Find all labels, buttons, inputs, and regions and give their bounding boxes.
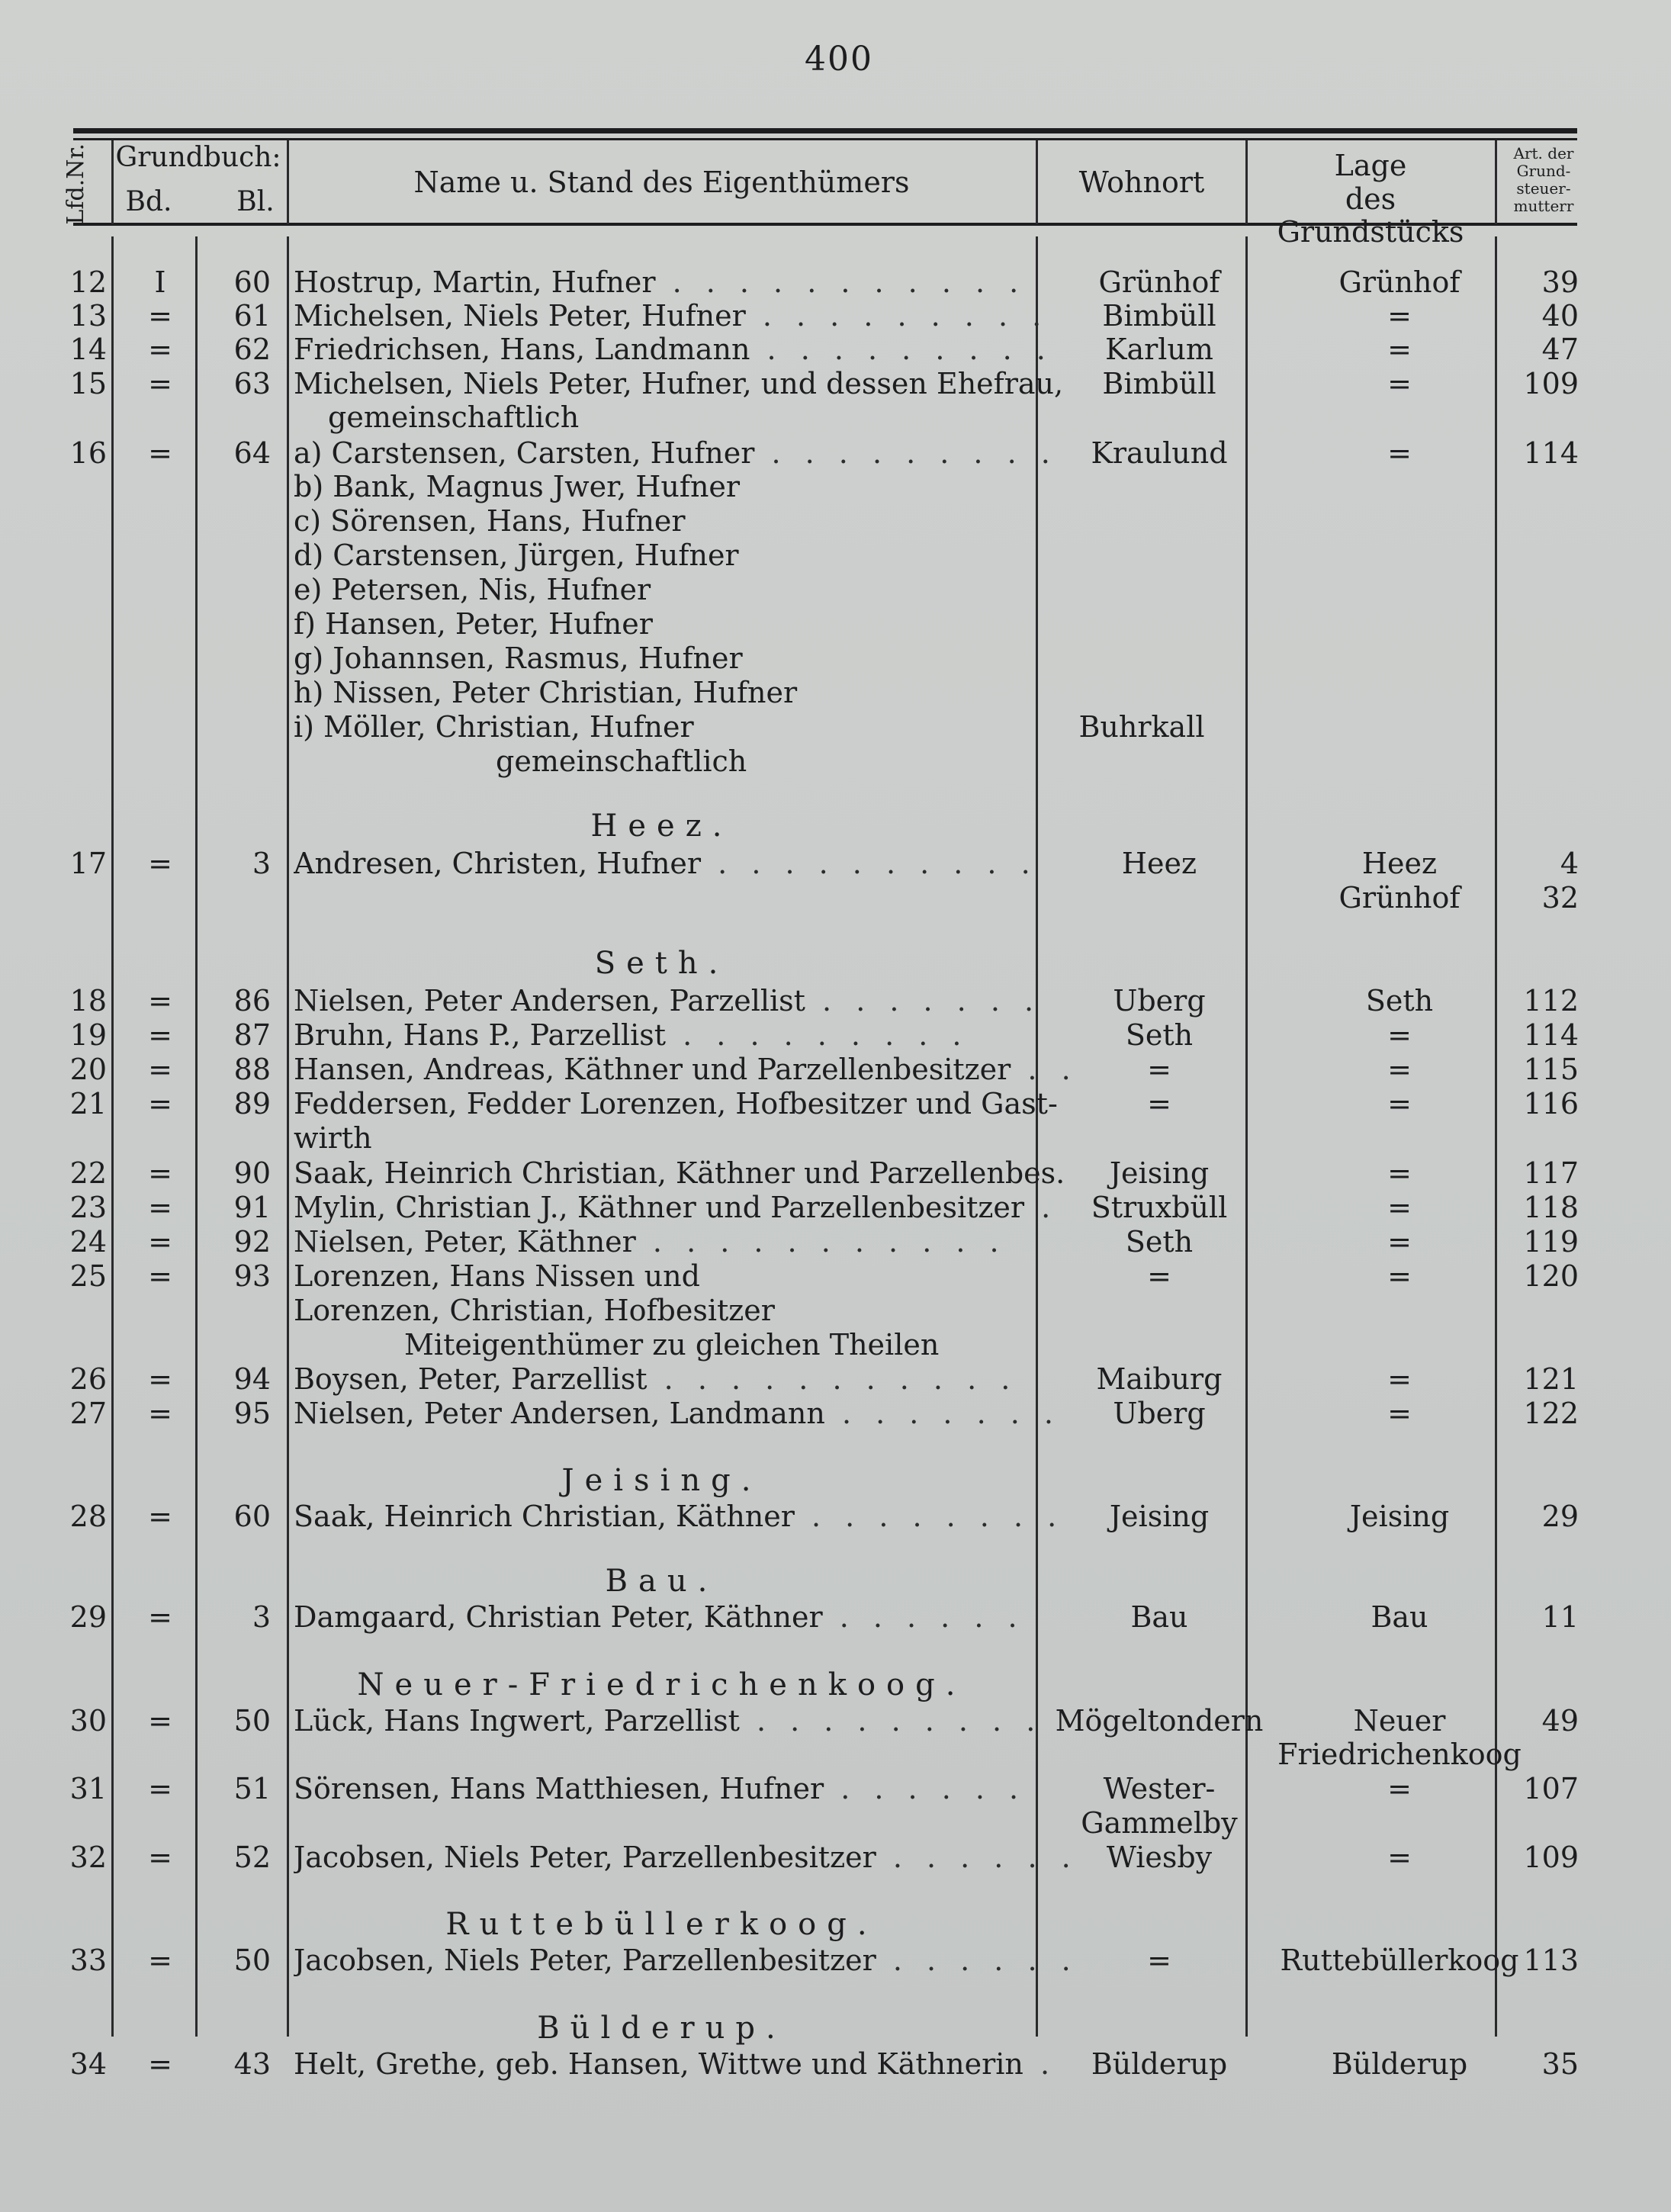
artikel: 117 — [1523, 1156, 1579, 1190]
band: = — [148, 1397, 172, 1430]
leader-dots: . . . . . . . — [805, 984, 1042, 1018]
band: = — [148, 1259, 172, 1293]
lfd-nr: 29 — [69, 1600, 107, 1634]
lfd-nr: 26 — [69, 1362, 107, 1396]
blatt: 62 — [233, 333, 271, 366]
owner-name — [294, 1500, 1094, 1533]
band: I — [154, 265, 166, 299]
lfd-nr: 27 — [69, 1397, 107, 1430]
artikel: 112 — [1523, 984, 1579, 1018]
wohnort: = — [1147, 1087, 1171, 1120]
header-bd: Bd. — [125, 186, 172, 217]
leader-dots: . — [1023, 2047, 1058, 2081]
owner-name — [294, 1397, 1094, 1430]
leader-dots: . . . . . . . . . . . — [647, 1362, 1018, 1396]
artikel: 109 — [1523, 367, 1579, 400]
owner-name-text: Damgaard, Christian Peter, Käthner — [294, 1600, 823, 1634]
table-row — [69, 1944, 1586, 1977]
owner-name — [294, 436, 1094, 470]
wohnort: Mögeltondern — [1055, 1704, 1264, 1738]
leader-dots: . . . . . . . . — [794, 1500, 1065, 1533]
leader-dots: . . . . . . . . . . . — [655, 265, 1027, 299]
band: = — [148, 1841, 172, 1874]
owner-name-text: Helt, Grethe, geb. Hansen, Wittwe und Käthnerin — [294, 2047, 1023, 2081]
leader-dots: . . . . . . . . . . . — [635, 1225, 1007, 1259]
owner-name — [294, 1191, 1094, 1224]
leader-dots: . . . . . . — [876, 1944, 1078, 1977]
lage: Ruttebüllerkoog — [1280, 1944, 1519, 1977]
section-heading: Jeising. — [561, 1463, 762, 1498]
owner-name — [294, 1053, 1094, 1086]
lage: = — [1387, 1087, 1412, 1120]
owner-name — [294, 1944, 1094, 1977]
table-row — [69, 984, 1586, 1018]
lage: = — [1387, 1772, 1412, 1805]
header-art-1: Art. der — [1513, 144, 1574, 162]
wohnort: Bau — [1130, 1600, 1188, 1634]
lage: Bülderup — [1331, 2047, 1468, 2081]
wohnort: Buhrkall — [1078, 710, 1205, 744]
table-row — [69, 265, 1586, 299]
blatt: 88 — [233, 1053, 271, 1086]
blatt: 63 — [233, 367, 271, 400]
band: = — [148, 1600, 172, 1634]
wohnort: Uberg — [1113, 984, 1206, 1018]
lfd-nr: 12 — [69, 265, 107, 299]
top-rule-thin — [73, 138, 1577, 140]
wohnort: Seth — [1125, 1018, 1194, 1052]
wohnort: Heez — [1121, 847, 1197, 880]
lfd-nr: 31 — [69, 1772, 107, 1805]
wohnort: Struxbüll — [1091, 1191, 1228, 1224]
lfd-nr: 28 — [69, 1500, 107, 1533]
owner-name-text: Bruhn, Hans P., Parzellist — [294, 1018, 667, 1052]
wohnort: Karlum — [1105, 333, 1213, 366]
band: = — [148, 984, 172, 1018]
wohnort: Maiburg — [1096, 1362, 1223, 1396]
wohnort: Wiesby — [1106, 1841, 1213, 1874]
band: = — [148, 1191, 172, 1224]
leader-dots: . . — [1011, 1053, 1078, 1086]
owner-name-cont: g) Johannsen, Rasmus, Hufner — [294, 641, 743, 675]
table-row — [69, 299, 1586, 333]
table-row — [69, 1156, 1586, 1190]
lfd-nr: 13 — [69, 299, 107, 333]
lfd-nr: 18 — [69, 984, 107, 1018]
band: = — [148, 1500, 172, 1533]
wohnort: = — [1147, 1944, 1171, 1977]
owner-name-cont: Miteigenthümer zu gleichen Theilen — [404, 1328, 940, 1362]
wohnort: Bülderup — [1091, 2047, 1228, 2081]
table-row — [69, 1704, 1586, 1738]
header-lfd-text: Lfd.Nr. — [62, 143, 89, 225]
wohnort: Seth — [1125, 1225, 1194, 1259]
owner-name-cont: gemeinschaftlich — [328, 400, 580, 434]
section-heading: Heez. — [590, 809, 733, 844]
col-line — [111, 140, 114, 224]
lfd-nr: 14 — [69, 333, 107, 366]
owner-name-text: Friedrichsen, Hans, Landmann — [294, 333, 750, 366]
lfd-nr: 34 — [69, 2047, 107, 2081]
band: = — [148, 333, 172, 366]
header-art — [1498, 145, 1589, 215]
owner-name-cont: wirth — [294, 1121, 372, 1155]
owner-name — [294, 265, 1094, 299]
blatt: 60 — [233, 265, 271, 299]
artikel: 40 — [1541, 299, 1579, 333]
blatt: 50 — [233, 1704, 271, 1738]
wohnort: Jeising — [1109, 1500, 1210, 1533]
lage: = — [1387, 436, 1412, 470]
band: = — [148, 1704, 172, 1738]
leader-dots: . . . . . . — [822, 1600, 1025, 1634]
artikel: 115 — [1523, 1053, 1579, 1086]
owner-name — [294, 1772, 1094, 1805]
artikel: 122 — [1523, 1397, 1579, 1430]
blatt: 89 — [233, 1087, 271, 1120]
table-row — [69, 1772, 1586, 1805]
leader-dots: . . . . . . — [876, 1841, 1078, 1874]
wohnort: Grünhof — [1098, 265, 1220, 299]
blatt: 3 — [252, 1600, 271, 1634]
lage: = — [1387, 1191, 1412, 1224]
leader-dots: . . . . . . . . . . — [701, 847, 1038, 880]
owner-name-cont: c) Sörensen, Hans, Hufner — [294, 504, 686, 538]
band: = — [148, 1053, 172, 1086]
col-line — [1245, 140, 1248, 224]
table-row — [69, 847, 1586, 880]
table-row — [69, 1191, 1586, 1224]
owner-name-text: Jacobsen, Niels Peter, Parzellenbesitzer — [294, 1841, 876, 1874]
owner-name-cont: gemeinschaftlich — [496, 744, 747, 778]
owner-name-text: Mylin, Christian J., Käthner und Parzellenbesitzer — [294, 1191, 1025, 1224]
artikel: 120 — [1523, 1259, 1579, 1293]
lage: Jeising — [1349, 1500, 1450, 1533]
artikel: 116 — [1523, 1087, 1579, 1120]
header-bl: Bl. — [236, 186, 275, 217]
artikel: 29 — [1541, 1500, 1579, 1533]
blatt: 92 — [233, 1225, 271, 1259]
artikel: 35 — [1541, 2047, 1579, 2081]
wohnort: Wester- — [1103, 1772, 1216, 1805]
artikel: 119 — [1523, 1225, 1579, 1259]
header-grundbuch: Grundbuch: — [115, 142, 281, 173]
band: = — [148, 436, 172, 470]
table-row-cont — [69, 881, 1586, 915]
owner-name — [294, 1600, 1094, 1634]
lfd-nr: 20 — [69, 1053, 107, 1086]
owner-name: Lorenzen, Hans Nissen und — [294, 1259, 700, 1293]
owner-name-cont: h) Nissen, Peter Christian, Hufner — [294, 676, 798, 709]
lage: Neuer — [1353, 1704, 1446, 1738]
owner-name — [294, 2047, 1094, 2081]
table-row — [69, 1053, 1586, 1086]
table-row — [69, 1600, 1586, 1634]
section-heading: Ruttebüllerkoog. — [445, 1907, 878, 1942]
lage: = — [1387, 1259, 1412, 1293]
page-number: 400 — [805, 40, 873, 79]
leader-dots: . . . . . . . — [824, 1397, 1061, 1430]
artikel: 4 — [1560, 847, 1579, 880]
lage: = — [1387, 1362, 1412, 1396]
owner-name-text: Hostrup, Martin, Hufner — [294, 265, 656, 299]
lage: Bau — [1371, 1600, 1428, 1634]
lfd-nr: 22 — [69, 1156, 107, 1190]
header-wohnort: Wohnort — [1078, 166, 1205, 199]
lfd-nr: 23 — [69, 1191, 107, 1224]
lage: Seth — [1365, 984, 1434, 1018]
owner-name — [294, 1841, 1094, 1874]
wohnort: Jeising — [1109, 1156, 1210, 1190]
leader-dots: . . . . . . . . . — [666, 1018, 969, 1052]
owner-name-text: Boysen, Peter, Parzellist — [294, 1362, 648, 1396]
band: = — [148, 2047, 172, 2081]
owner-name — [294, 1704, 1094, 1738]
header-lage-1: Lage — [1334, 149, 1407, 182]
table-row — [69, 1841, 1586, 1874]
section-heading: Neuer-Friedrichenkoog. — [357, 1667, 966, 1702]
lfd-nr: 19 — [69, 1018, 107, 1052]
owner-name-cont: b) Bank, Magnus Jwer, Hufner — [294, 470, 741, 503]
header-name: Name u. Stand des Eigenthümers — [413, 166, 910, 199]
lage: = — [1387, 333, 1412, 366]
owner-name — [294, 299, 1094, 333]
owner-name-text: Nielsen, Peter Andersen, Landmann — [294, 1397, 825, 1430]
lfd-nr: 21 — [69, 1087, 107, 1120]
blatt: 60 — [233, 1500, 271, 1533]
band: = — [148, 1362, 172, 1396]
lage: = — [1387, 1225, 1412, 1259]
band: = — [148, 847, 172, 880]
band: = — [148, 299, 172, 333]
lage: = — [1387, 1018, 1412, 1052]
owner-name-text: a) Carstensen, Carsten, Hufner — [294, 436, 755, 470]
table-row-cont — [69, 1738, 1586, 1771]
lage: Heez — [1361, 847, 1438, 880]
artikel: 118 — [1523, 1191, 1579, 1224]
artikel: 113 — [1523, 1944, 1579, 1977]
artikel: 114 — [1523, 1018, 1579, 1052]
owner-name-cont: i) Möller, Christian, Hufner — [294, 710, 694, 744]
header-lage — [1248, 150, 1493, 249]
lage: = — [1387, 1053, 1412, 1086]
blatt: 95 — [233, 1397, 271, 1430]
table-row — [69, 436, 1586, 470]
blatt: 43 — [233, 2047, 271, 2081]
owner-name-cont: f) Hansen, Peter, Hufner — [294, 607, 653, 641]
lfd-nr: 15 — [69, 367, 107, 400]
lfd-nr: 32 — [69, 1841, 107, 1874]
owner-name-text: Sörensen, Hans Matthiesen, Hufner — [294, 1772, 824, 1805]
table-row — [69, 1087, 1586, 1120]
artikel: 109 — [1523, 1841, 1579, 1874]
owner-name-text: Nielsen, Peter Andersen, Parzellist — [294, 984, 805, 1018]
lfd-nr: 16 — [69, 436, 107, 470]
lage: = — [1387, 1156, 1412, 1190]
owner-name-text: Hansen, Andreas, Käthner und Parzellenbesitzer — [294, 1053, 1011, 1086]
col-line — [1036, 140, 1038, 224]
artikel: 11 — [1541, 1600, 1579, 1634]
section-heading: Bülderup. — [537, 2011, 786, 2046]
artikel: 114 — [1523, 436, 1579, 470]
artikel: 47 — [1541, 333, 1579, 366]
owner-name — [294, 1018, 1094, 1052]
wohnort: = — [1147, 1053, 1171, 1086]
band: = — [148, 1018, 172, 1052]
table-row — [69, 2047, 1586, 2081]
section-heading: Bau. — [605, 1564, 718, 1599]
artikel: 49 — [1541, 1704, 1579, 1738]
blatt: 87 — [233, 1018, 271, 1052]
blatt: 51 — [233, 1772, 271, 1805]
owner-name-text: Michelsen, Niels Peter, Hufner — [294, 299, 746, 333]
table-row — [69, 1018, 1586, 1052]
lage: = — [1387, 367, 1412, 400]
band: = — [148, 1944, 172, 1977]
owner-name — [294, 1362, 1094, 1396]
wohnort: Gammelby — [1081, 1806, 1238, 1840]
blatt: 93 — [233, 1259, 271, 1293]
header-lfd — [46, 143, 107, 225]
owner-name — [294, 847, 1094, 880]
artikel: 39 — [1541, 265, 1579, 299]
table-row — [69, 1362, 1586, 1396]
lfd-nr: 17 — [69, 847, 107, 880]
owner-name-text: Lück, Hans Ingwert, Parzellist — [294, 1704, 740, 1738]
leader-dots: . — [1024, 1191, 1059, 1224]
leader-dots: . . . . . . . . . — [750, 333, 1053, 366]
leader-dots: . . . . . . — [824, 1772, 1027, 1805]
wohnort: Uberg — [1113, 1397, 1206, 1430]
owner-name-text: Andresen, Christen, Hufner — [294, 847, 702, 880]
header-art-3: steuer- — [1516, 179, 1571, 198]
lfd-nr: 30 — [69, 1704, 107, 1738]
lage: Friedrichenkoog — [1277, 1738, 1522, 1771]
blatt: 50 — [233, 1944, 271, 1977]
wohnort: Kraulund — [1091, 436, 1228, 470]
lage: Grünhof — [1338, 265, 1461, 299]
table-row-cont — [69, 1806, 1586, 1840]
table-row — [69, 333, 1586, 366]
owner-name — [294, 333, 1094, 366]
col-line — [1495, 140, 1497, 224]
blatt: 64 — [233, 436, 271, 470]
owner-name-cont: d) Carstensen, Jürgen, Hufner — [294, 539, 739, 572]
blatt: 52 — [233, 1841, 271, 1874]
owner-name-text: Jacobsen, Niels Peter, Parzellenbesitzer — [294, 1944, 876, 1977]
leader-dots: . . . . . . . . . — [739, 1704, 1043, 1738]
artikel: 121 — [1523, 1362, 1579, 1396]
blatt: 91 — [233, 1191, 271, 1224]
wohnort: Bimbüll — [1102, 299, 1216, 333]
owner-name-text: Saak, Heinrich Christian, Käthner — [294, 1500, 795, 1533]
lage: Grünhof — [1338, 881, 1461, 915]
section-heading: Seth. — [594, 946, 729, 981]
band: = — [148, 1225, 172, 1259]
artikel: 32 — [1541, 881, 1579, 915]
header-art-4: mutterr — [1513, 197, 1574, 215]
leader-dots: . . . . . . . . . — [754, 436, 1058, 470]
table-row — [69, 1500, 1586, 1533]
table-row — [69, 1397, 1586, 1430]
lage: = — [1387, 1841, 1412, 1874]
owner-name-cont: Lorenzen, Christian, Hofbesitzer — [294, 1294, 775, 1327]
owner-name — [294, 1225, 1094, 1259]
header-art-2: Grund- — [1516, 162, 1571, 180]
owner-name: Feddersen, Fedder Lorenzen, Hofbesitzer und Gast- — [294, 1087, 1058, 1120]
owner-name: Michelsen, Niels Peter, Hufner, und dessen Ehefrau, — [294, 367, 1064, 400]
blatt: 61 — [233, 299, 271, 333]
owner-name — [294, 984, 1094, 1018]
blatt: 3 — [252, 847, 271, 880]
owner-name-cont: e) Petersen, Nis, Hufner — [294, 573, 651, 606]
table-row — [69, 1225, 1586, 1259]
blatt: 90 — [233, 1156, 271, 1190]
band: = — [148, 367, 172, 400]
blatt: 94 — [233, 1362, 271, 1396]
artikel: 107 — [1523, 1772, 1579, 1805]
lfd-nr: 24 — [69, 1225, 107, 1259]
top-rule — [73, 128, 1577, 133]
table-row — [69, 1259, 1586, 1293]
header-lage-2: des Grundstücks — [1277, 182, 1464, 249]
wohnort: = — [1147, 1259, 1171, 1293]
table-row — [69, 367, 1586, 400]
owner-name: Saak, Heinrich Christian, Käthner und Parzellenbes. — [294, 1156, 1065, 1190]
lfd-nr: 25 — [69, 1259, 107, 1293]
lage: = — [1387, 299, 1412, 333]
band: = — [148, 1156, 172, 1190]
leader-dots: . . . . . . . . . — [745, 299, 1049, 333]
band: = — [148, 1772, 172, 1805]
lage: = — [1387, 1397, 1412, 1430]
blatt: 86 — [233, 984, 271, 1018]
owner-name-text: Nielsen, Peter, Käthner — [294, 1225, 636, 1259]
wohnort: Bimbüll — [1102, 367, 1216, 400]
lfd-nr: 33 — [69, 1944, 107, 1977]
band: = — [148, 1087, 172, 1120]
